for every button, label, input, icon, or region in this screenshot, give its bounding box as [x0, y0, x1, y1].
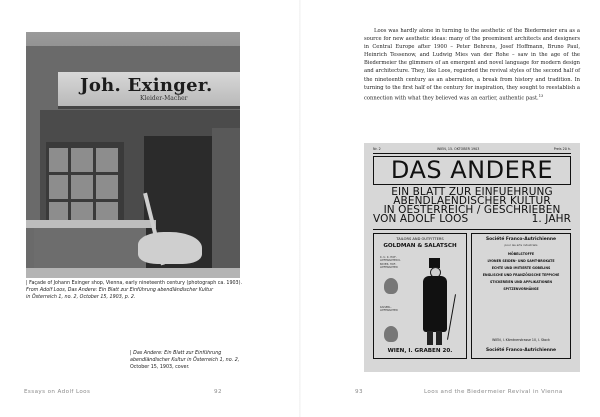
ad-item: ECHTE UND IMITIERTE GOBELINS — [491, 266, 551, 270]
photo-caption — [26, 281, 246, 301]
ad-item: STICKEREIEN UND APPLIKATIONEN — [489, 280, 553, 284]
left-running-title: Essays on Adolf Loos — [24, 389, 91, 395]
cover-subtitle-line: EIN BLATT ZUR EINFUEHRUNG — [391, 186, 553, 198]
cover-subtitle-line: ABENDLAENDISCHER KULTUR — [393, 195, 551, 207]
cover-year: 1. JAHR — [531, 213, 571, 225]
ad-small-text: KAISERL. LIEFERANTEN — [380, 306, 398, 313]
das-andere-cover — [364, 143, 580, 372]
shop-sign-subtext: Kleider-Macher — [140, 95, 188, 102]
ad-tagline: TAILORS AND OUTFITTERS — [396, 237, 444, 241]
gentleman-figure — [423, 276, 447, 332]
cane-icon — [447, 294, 456, 339]
exinger-shop-photo — [26, 32, 240, 278]
ad-item: ENGLISCHE UND FRANZÖSISCHE TEPPICHE — [482, 273, 560, 277]
cover-price: Preis 20 h. — [553, 147, 571, 151]
cover-author: VON ADOLF LOOS — [373, 213, 469, 225]
caption-line: From Adolf Loos, Das Andere: Ein Blatt zur Einführung abendländischer Kultur — [26, 287, 214, 293]
ad-name: Société Franco-Autrichienne — [485, 237, 557, 242]
cover-subtitle — [373, 188, 571, 224]
ad-items — [472, 252, 570, 294]
left-page-number: 92 — [214, 389, 222, 395]
ad-subtitle: pour les arts industriels — [504, 243, 538, 247]
cover-issue: Nr. 2 — [373, 147, 381, 151]
footnote-marker: 13 — [538, 93, 544, 98]
ad-footer: Société Franco-Autrichienne — [485, 348, 557, 353]
crest-icon — [384, 278, 398, 294]
societe-franco-autrichienne-ad — [471, 233, 571, 359]
crest-icon — [384, 326, 398, 342]
caption-line: in Österreich 1, no. 2, October 15, 1903, p. 2. — [26, 294, 136, 300]
caption-line: abendländischer Kultur in Österreich 1, no. 2, — [130, 357, 240, 363]
ad-item: MÖBELSTOFFE — [507, 252, 535, 256]
cover-date: WIEN, 15. OKTOBER 1903 — [437, 147, 480, 151]
cover-subtitle-line: IN OESTERREICH / GESCHRIEBEN — [383, 204, 561, 216]
ad-item: LYONER SEIDEN- UND SAMT-BROKATE — [487, 259, 555, 263]
caption-line: October 15, 1903, cover. — [130, 364, 190, 370]
ad-address: WIEN, I. GRABEN 20. — [387, 348, 453, 354]
body-paragraph — [364, 27, 580, 103]
caption-line: | Das Andere: Ein Blatt zur Einführung — [130, 351, 222, 356]
right-page — [300, 0, 600, 417]
right-running-title: Loos and the Biedermeier Revival in Vienna — [424, 389, 563, 395]
cover-caption — [130, 351, 280, 371]
right-page-number: 93 — [355, 389, 363, 395]
horse-figure — [138, 232, 202, 264]
goldman-salatsch-ad — [373, 233, 467, 359]
body-text: Loos was hardly alone in turning to the aesthetic of the Biedermeier era as a source for new aesthetic ideas: many of the preeminent architects and designers in Central Europe after 1900 – Peter Behrens, Josef Hoffmann, Bruno Paul, Heinrich Tessenow, and Ludwig Mies van der Rohe – saw in the age of the Biedermeier the glimmers of an emergent and novel language for modern design and architecture. They, like Loos, regarded the revival styles of the second half of the nineteenth century as an aberration, a break from history and tradition. In turning to the first half of the century for inspiration, they sought to reestablish a connection with what they believed was an earlier, authentic past. — [364, 28, 580, 102]
ad-small-text: K. U. K. HOF-LIEFERANTEN K. BAYER. HOF-LIEFERANTEN — [380, 256, 401, 270]
ad-item: SPITZENVORHÄNGE — [503, 287, 539, 291]
ad-address: WIEN, I. Kärntnerstrasse 10, I. Stock — [492, 338, 550, 342]
shop-sign-text: Joh. Exinger. — [80, 75, 213, 96]
cover-title: DAS ANDERE — [373, 156, 571, 185]
ad-name: GOLDMAN & SALATSCH — [383, 243, 457, 249]
caption-line: | Façade of Johann Exinger shop, Vienna, early nineteenth century (photograph ca. 1903). — [26, 281, 242, 286]
shop-sign — [58, 72, 240, 109]
